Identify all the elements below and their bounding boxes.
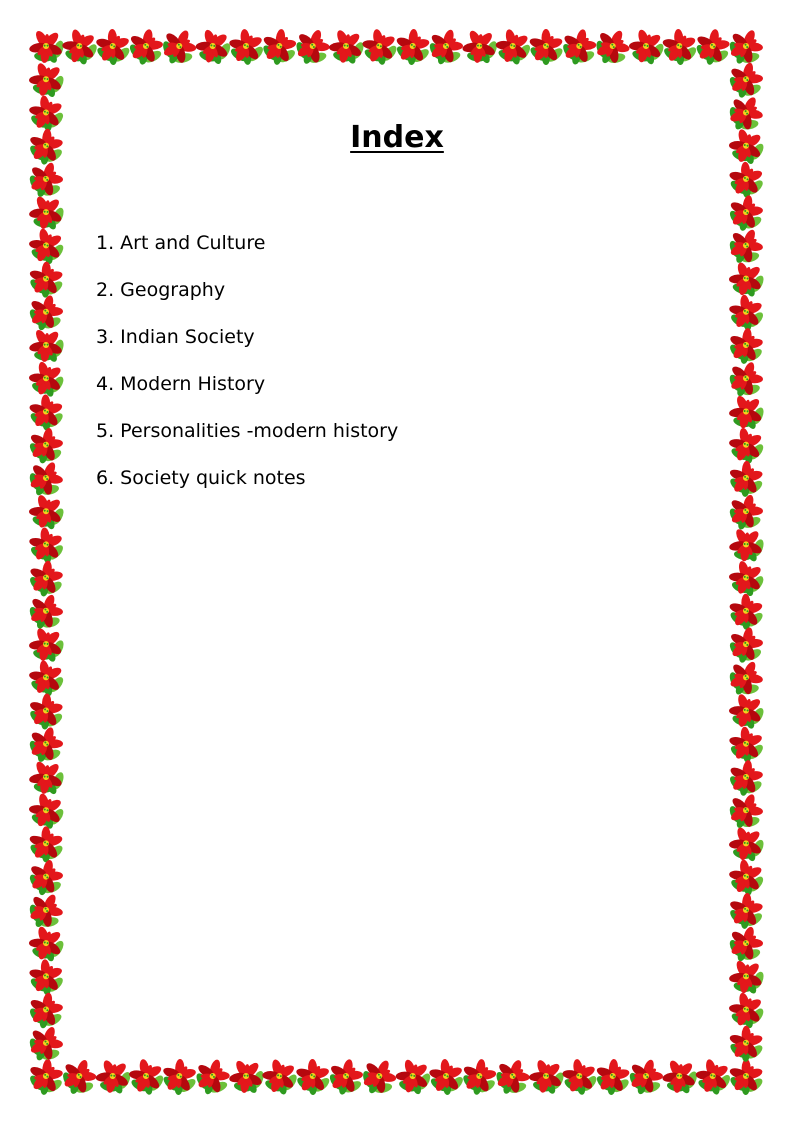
poinsettia-icon: [728, 1025, 765, 1062]
poinsettia-icon: [323, 23, 371, 71]
poinsettia-icon: [528, 29, 565, 65]
poinsettia-icon: [723, 820, 771, 867]
poinsettia-icon: [624, 24, 670, 70]
poinsettia-icon: [27, 692, 66, 730]
poinsettia-icon: [25, 424, 68, 467]
poinsettia-icon: [390, 1054, 436, 1100]
poinsettia-icon: [523, 1053, 571, 1100]
poinsettia-icon: [24, 921, 70, 967]
poinsettia-icon: [724, 556, 769, 600]
poinsettia-icon: [22, 753, 71, 802]
poinsettia-icon: [359, 26, 401, 68]
poinsettia-icon: [724, 624, 768, 667]
poinsettia-icon: [23, 189, 72, 237]
poinsettia-icon: [727, 891, 767, 930]
page-title: [0, 118, 794, 158]
poinsettia-icon: [28, 826, 65, 862]
poinsettia-icon: [27, 526, 67, 566]
page-title-text: Index: [350, 120, 444, 156]
poinsettia-icon: [725, 757, 767, 798]
poinsettia-icon: [25, 990, 67, 1032]
poinsettia-icon: [727, 725, 767, 764]
poinsettia-icon: [24, 856, 68, 900]
index-item: 5. Personalities -modern history: [96, 420, 399, 442]
poinsettia-icon: [559, 1056, 601, 1097]
poinsettia-icon: [557, 25, 601, 69]
poinsettia-icon: [722, 23, 770, 71]
poinsettia-icon: [190, 1055, 236, 1100]
poinsettia-icon: [190, 24, 237, 70]
poinsettia-icon: [21, 887, 70, 936]
poinsettia-icon: [258, 1055, 303, 1099]
poinsettia-icon: [728, 593, 765, 630]
poinsettia-icon: [727, 161, 765, 199]
poinsettia-icon: [726, 857, 768, 898]
poinsettia-icon: [423, 24, 469, 70]
poinsettia-icon: [725, 989, 769, 1032]
poinsettia-icon: [727, 460, 765, 498]
poinsettia-icon: [22, 588, 69, 635]
poinsettia-icon: [23, 489, 70, 535]
poinsettia-icon: [25, 789, 69, 833]
poinsettia-icon: [660, 28, 699, 66]
poinsettia-icon: [295, 1059, 332, 1096]
poinsettia-icon: [726, 293, 767, 333]
poinsettia-icon: [725, 424, 768, 466]
poinsettia-icon: [491, 25, 535, 69]
poinsettia-icon: [58, 24, 103, 69]
poinsettia-icon: [24, 357, 69, 402]
poinsettia-icon: [459, 1056, 501, 1097]
index-item: 3. Indian Society: [96, 326, 255, 348]
poinsettia-icon: [56, 1054, 103, 1101]
poinsettia-icon: [94, 28, 132, 65]
poinsettia-icon: [25, 225, 68, 268]
poinsettia-icon: [324, 1055, 368, 1098]
poinsettia-icon: [723, 388, 771, 436]
poinsettia-icon: [725, 192, 768, 234]
poinsettia-icon: [692, 1055, 736, 1098]
poinsettia-icon: [692, 26, 734, 68]
poinsettia-icon: [722, 788, 770, 835]
poinsettia-icon: [427, 1057, 467, 1096]
poinsettia-icon: [722, 654, 771, 703]
poinsettia-icon: [125, 1056, 168, 1098]
poinsettia-icon: [227, 27, 267, 67]
poinsettia-icon: [161, 1058, 199, 1096]
poinsettia-icon: [722, 953, 771, 1002]
poinsettia-icon: [623, 1054, 669, 1100]
poinsettia-icon: [728, 1059, 765, 1096]
poinsettia-icon: [722, 222, 770, 270]
poinsettia-icon: [724, 58, 769, 102]
poinsettia-icon: [27, 958, 66, 996]
poinsettia-icon: [723, 356, 770, 403]
poinsettia-icon: [23, 621, 71, 669]
poinsettia-icon: [724, 688, 770, 734]
poinsettia-icon: [23, 56, 70, 103]
poinsettia-icon: [22, 455, 71, 503]
poinsettia-icon: [26, 657, 68, 699]
poinsettia-icon: [259, 27, 300, 68]
poinsettia-icon: [593, 1058, 633, 1097]
index-item: 2. Geography: [96, 279, 226, 301]
poinsettia-icon: [723, 256, 770, 303]
index-item: 6. Society quick notes: [96, 467, 306, 489]
poinsettia-icon: [125, 26, 168, 69]
poinsettia-icon: [28, 261, 66, 298]
poinsettia-icon: [26, 558, 67, 599]
index-list: [96, 229, 398, 511]
poinsettia-icon: [726, 326, 767, 366]
poinsettia-icon: [26, 1057, 67, 1097]
index-item: 1. Art and Culture: [96, 232, 266, 254]
poinsettia-icon: [394, 28, 433, 66]
poinsettia-icon: [28, 394, 66, 431]
index-item: 4. Modern History: [96, 373, 266, 395]
